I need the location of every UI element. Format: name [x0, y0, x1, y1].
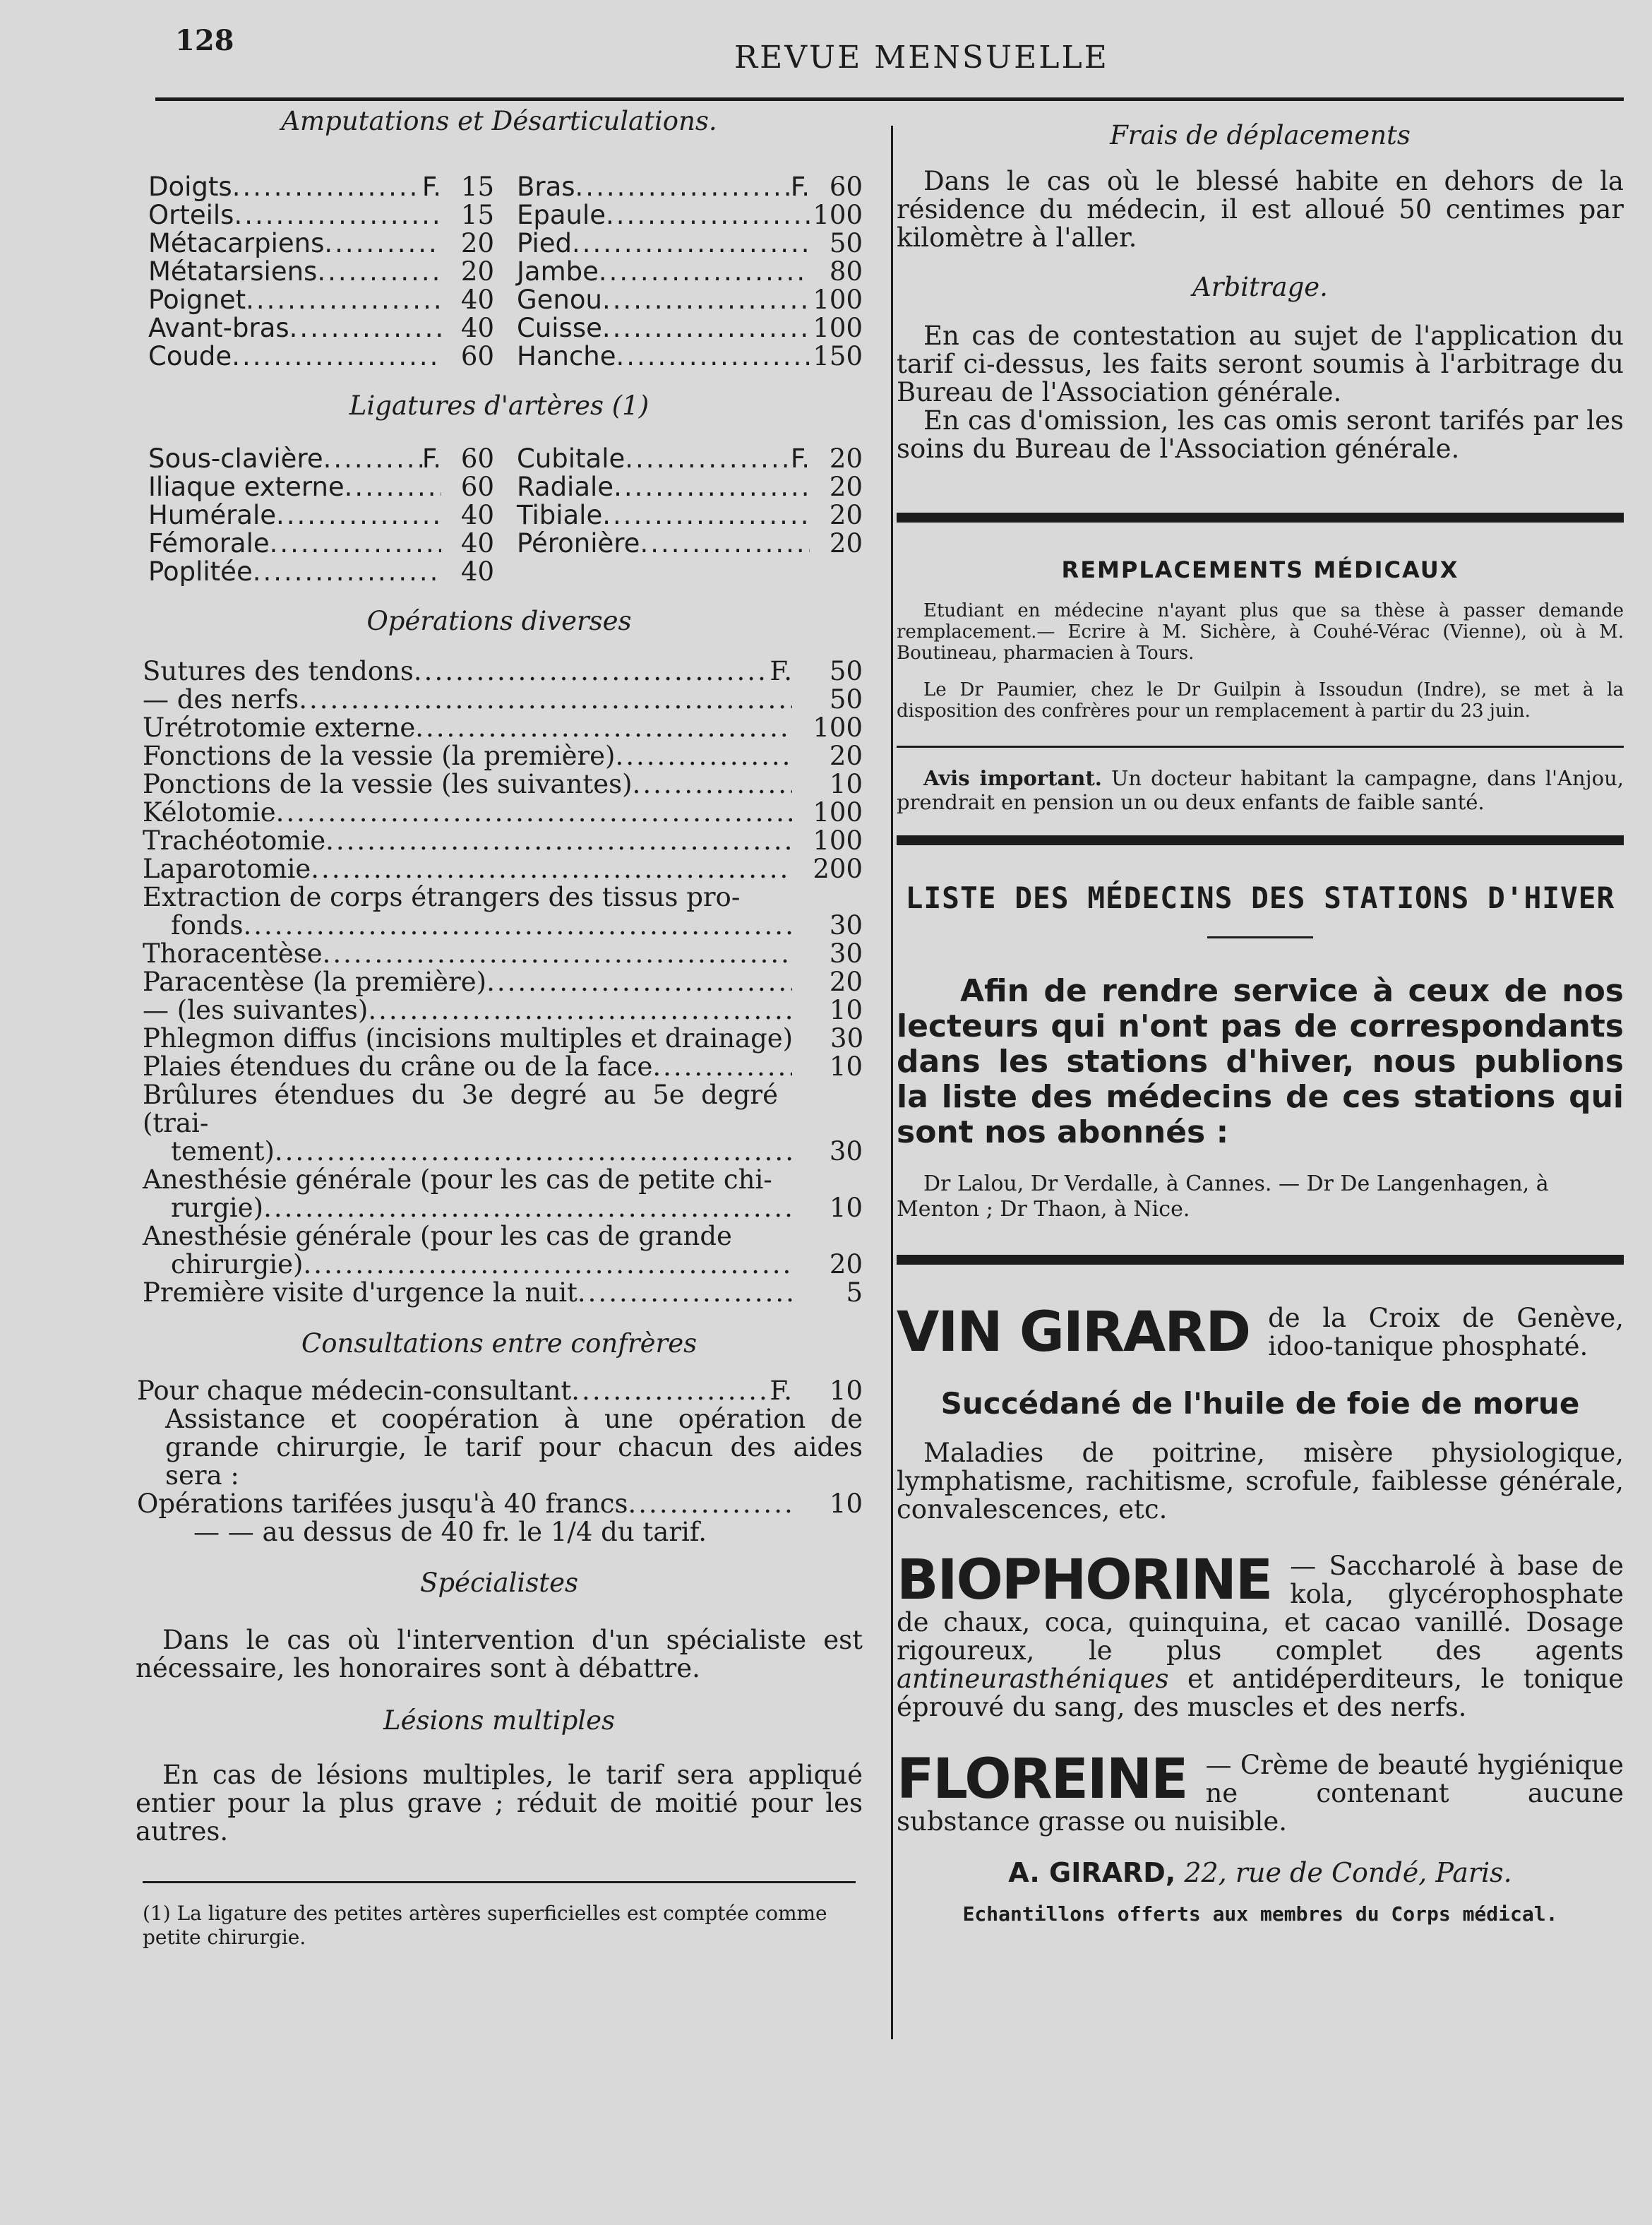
remplacement-notice-2: Le Dr Paumier, chez le Dr Guilpin à Issoudun (Indre), se met à la disposition des confrères pour un remplacement à partir du 23 juin. [897, 679, 1624, 722]
footnote: (1) La ligature des petites artères superficielles est comptée comme petite chirurgie. [143, 1902, 827, 1949]
biophorine-text: — Saccharolé à base de kola, glycérophosphate de chaux, coca, quinquina, et cacao vanillé. Dosage rigoureux, le plus complet des agents antineurasthéniques et antidéperditeurs, le tonique éprouvé du sang, des muscles et des nerfs. [897, 1551, 1624, 1722]
avis-notice [897, 766, 1624, 814]
operation-value: 200 [813, 854, 863, 884]
operation-label: chirurgie) [171, 1249, 304, 1279]
vin-girard-text: de la Croix de Genève, idoo-tanique phosphaté. [1268, 1303, 1624, 1361]
operation-label: Première visite d'urgence la nuit [143, 1277, 577, 1308]
amputation-value: 15 [460, 200, 494, 230]
floreine-ad [897, 1748, 1624, 1837]
floreine-text: — Crème de beauté hygiénique ne contenant aucune substance grasse ou nuisible. [897, 1750, 1624, 1837]
amputation-value: 15 [460, 172, 494, 202]
separator-thick-3 [897, 1255, 1624, 1265]
girard-street: 22, rue de Condé, Paris. [1175, 1857, 1512, 1888]
amputation-row [517, 173, 863, 201]
operation-row [143, 940, 863, 968]
ligature-label: Sous-clavière [148, 443, 323, 474]
operation-row [143, 1025, 863, 1053]
left-column [136, 106, 863, 1950]
amputation-label: Jambe [517, 256, 599, 287]
operation-value: 10 [829, 1051, 863, 1082]
ligature-unit: F. [421, 443, 441, 474]
amputation-label: Métatarsiens [148, 256, 318, 287]
amputation-label: Genou [517, 285, 602, 315]
amputation-value: 60 [460, 341, 494, 371]
page-number: 128 [175, 24, 234, 57]
operation-value: 10 [829, 1193, 863, 1223]
liste-intro: Afin de rendre service à ceux de nos lecteurs qui n'ont pas de correspondants dans les stations d'hiver, nous publions la liste des médecins de ces stations qui sont nos abonnés : [897, 973, 1624, 1150]
operations-40-label: Opérations tarifées jusqu'à 40 francs [137, 1489, 628, 1519]
amputation-row [148, 342, 494, 371]
amputation-label: Métacarpiens [148, 228, 325, 258]
amputation-row [517, 201, 863, 229]
ligature-value: 40 [460, 528, 494, 559]
amputation-label: Bras [517, 172, 575, 202]
ligature-label: Cubitale [517, 443, 626, 474]
consultant-row [137, 1377, 863, 1405]
operation-row [143, 714, 863, 742]
ligature-row [148, 530, 494, 558]
ligature-row [148, 473, 494, 501]
operation-label-start: Anesthésie générale (pour les cas de petite chi- [143, 1164, 772, 1195]
amputation-unit: F. [421, 172, 441, 202]
operation-row [143, 770, 863, 799]
lesions-text: En cas de lésions multiples, le tarif sera appliqué entier pour la plus grave ; réduit de moitié pour les autres. [136, 1760, 863, 1847]
operation-label: — des nerfs [143, 684, 299, 715]
ligature-value: 20 [829, 500, 863, 530]
amputation-label: Epaule [517, 200, 606, 230]
operation-value: 50 [829, 656, 863, 686]
amputation-row [148, 173, 494, 201]
operation-row [143, 1194, 863, 1222]
ligatures-col2 [517, 445, 863, 586]
amputation-label: Orteils [148, 200, 234, 230]
ligature-label: Péronière [517, 528, 640, 559]
amputation-value: 50 [829, 228, 863, 258]
ligature-row [517, 530, 863, 558]
arbitrage-heading: Arbitrage. [1192, 272, 1328, 302]
operations-40-value: 10 [829, 1489, 863, 1519]
ligature-row [517, 501, 863, 530]
operation-value: 30 [830, 1023, 864, 1054]
operation-value: 5 [846, 1277, 863, 1308]
operation-row [143, 1279, 863, 1307]
specialistes-heading: Spécialistes [420, 1568, 578, 1598]
frais-heading: Frais de déplacements [1110, 120, 1411, 150]
operation-label-start: Extraction de corps étrangers des tissus pro- [143, 882, 741, 912]
ligature-label: Iliaque externe [148, 472, 345, 502]
amputation-label: Poignet [148, 285, 246, 315]
remplacements-heading: REMPLACEMENTS MÉDICAUX [1061, 556, 1459, 583]
operation-label: Urétrotomie externe [143, 712, 416, 743]
floreine-brand: FLOREINE [897, 1748, 1187, 1811]
operation-value: 100 [813, 797, 863, 828]
amputation-value: 80 [829, 256, 863, 287]
operation-row [143, 1251, 863, 1279]
operation-row [143, 1053, 863, 1081]
amputation-row [517, 314, 863, 342]
operation-row [143, 996, 863, 1025]
operation-value: 20 [829, 967, 863, 997]
column-divider [891, 126, 893, 2039]
amputation-value: 20 [460, 228, 494, 258]
liste-short-rule [1207, 936, 1313, 938]
ligature-value: 60 [460, 472, 494, 502]
amputation-value: 150 [813, 341, 863, 371]
amputation-value: 100 [813, 285, 863, 315]
amputations-table [148, 173, 863, 371]
ligature-label: Humérale [148, 500, 277, 530]
amputation-value: 100 [813, 200, 863, 230]
biophorine-ad [897, 1549, 1624, 1722]
consultant-value: 10 [829, 1376, 863, 1406]
operation-label-start: Anesthésie générale (pour les cas de grande [143, 1221, 732, 1251]
operations-list [143, 657, 863, 1307]
operation-label: — (les suivantes) [143, 995, 369, 1025]
amputation-row [148, 286, 494, 314]
operation-label: fonds [171, 910, 244, 941]
amputation-row [517, 342, 863, 371]
operation-value: 10 [829, 995, 863, 1025]
liste-names: Dr Lalou, Dr Verdalle, à Cannes. — Dr De Langenhagen, à Menton ; Dr Thaon, à Nice. [897, 1171, 1549, 1222]
consultant-unit: F. [770, 1376, 792, 1406]
header-rule [155, 97, 1624, 101]
operation-unit: F. [770, 656, 792, 686]
operation-label: Kélotomie [143, 797, 276, 828]
ligature-row [517, 473, 863, 501]
ligature-label: Fémorale [148, 528, 270, 559]
amputation-value: 40 [460, 285, 494, 315]
operation-row [143, 1138, 863, 1166]
amputation-value: 40 [460, 313, 494, 343]
amputations-col2 [517, 173, 863, 371]
ligature-value: 20 [829, 528, 863, 559]
operation-label: Phlegmon diffus (incisions multiples et drainage) [143, 1023, 794, 1054]
amputation-label: Pied [517, 228, 573, 258]
ligature-row [148, 445, 494, 473]
operation-label: Plaies étendues du crâne ou de la face [143, 1051, 653, 1082]
assistance-text: Assistance et coopération à une opération de grande chirurgie, le tarif pour chacun des aides sera : [165, 1404, 863, 1491]
vin-girard-body: Maladies de poitrine, misère physiologique, lymphatisme, rachitisme, scrofule, faiblesse générale, convalescences, etc. [897, 1438, 1624, 1525]
footnote-rule [143, 1881, 856, 1883]
separator-thick-2 [897, 835, 1624, 845]
amputation-label: Doigts [148, 172, 232, 202]
ligature-row [148, 501, 494, 530]
consultations-block [137, 1377, 863, 1546]
amputations-col1 [148, 173, 494, 371]
operation-label: Laparotomie [143, 854, 311, 884]
ligatures-table [148, 445, 863, 586]
arbitrage-text-2: En cas d'omission, les cas omis seront tarifés par les soins du Bureau de l'Association générale. [897, 405, 1624, 464]
operation-row [143, 742, 863, 770]
ligature-row [517, 445, 863, 473]
vin-girard-subtitle: Succédané de l'huile de foie de morue [940, 1386, 1580, 1421]
operations-over-40: — — au dessus de 40 fr. le 1/4 du tarif. [193, 1517, 707, 1547]
ligature-label: Tibiale [517, 500, 603, 530]
avis-lead: Avis important. [923, 766, 1102, 790]
amputation-row [517, 258, 863, 286]
amputation-value: 60 [829, 172, 863, 202]
girard-address [897, 1857, 1624, 1888]
ligature-label: Radiale [517, 472, 614, 502]
amputation-label: Coude [148, 341, 232, 371]
journal-title: REVUE MENSUELLE [734, 40, 1109, 76]
operation-value: 20 [829, 1249, 863, 1279]
operation-row [143, 686, 863, 714]
operation-row [143, 657, 863, 686]
amputation-label: Avant-bras [148, 313, 289, 343]
operation-value: 50 [829, 684, 863, 715]
operation-value: 30 [829, 910, 863, 941]
operation-value: 30 [829, 1136, 863, 1167]
ligature-label: Poplitée [148, 556, 253, 587]
vin-girard-ad [897, 1301, 1624, 1525]
amputation-value: 20 [460, 256, 494, 287]
ligatures-heading: Ligatures d'artères (1) [349, 390, 650, 421]
amputation-label: Hanche [517, 341, 616, 371]
amputation-row [148, 314, 494, 342]
operation-row [143, 968, 863, 996]
ligature-unit: F. [790, 443, 810, 474]
consultant-label: Pour chaque médecin-consultant [137, 1376, 572, 1406]
operation-label: tement) [171, 1136, 275, 1167]
amputation-value: 100 [813, 313, 863, 343]
operation-row [143, 799, 863, 827]
operation-label-start: Brûlures étendues du 3e degré au 5e degré (trai- [143, 1080, 778, 1138]
ligature-value: 20 [829, 443, 863, 474]
ligature-value: 20 [829, 472, 863, 502]
operation-label: Thoracentèse [143, 938, 323, 969]
amputation-row [517, 286, 863, 314]
ligature-row [148, 558, 494, 586]
operation-label: Fonctions de la vessie (la première) [143, 741, 616, 771]
operation-value: 10 [829, 769, 863, 799]
separator-thick-1 [897, 513, 1624, 523]
operations-40-row [137, 1490, 863, 1518]
specialistes-text: Dans le cas où l'intervention d'un spécialiste est nécessaire, les honoraires sont à débattre. [136, 1625, 863, 1683]
operation-value: 30 [829, 938, 863, 969]
operation-value: 20 [829, 741, 863, 771]
operation-label: Trachéotomie [143, 825, 326, 856]
operations-heading: Opérations diverses [366, 606, 632, 636]
operation-row [143, 855, 863, 883]
ligature-value: 60 [460, 443, 494, 474]
operation-row [143, 827, 863, 855]
amputation-unit: F. [790, 172, 810, 202]
amputation-label: Cuisse [517, 313, 602, 343]
biophorine-brand: BIOPHORINE [897, 1549, 1272, 1612]
operation-label: Ponctions de la vessie (les suivantes) [143, 769, 633, 799]
consultations-heading: Consultations entre confrères [301, 1328, 698, 1359]
amputation-row [517, 229, 863, 258]
liste-heading: LISTE DES MÉDECINS DES STATIONS D'HIVER [905, 881, 1615, 915]
lesions-heading: Lésions multiples [383, 1705, 615, 1736]
girard-name: A. GIRARD, [1008, 1857, 1176, 1888]
amputation-row [148, 229, 494, 258]
ligature-value: 40 [460, 556, 494, 587]
avis-text: Un docteur habitant la campagne, dans l'Anjou, prendrait en pension un ou deux enfants de faible santé. [897, 766, 1624, 814]
operation-row [143, 912, 863, 940]
amputation-row [148, 258, 494, 286]
vin-girard-brand: VIN GIRARD [897, 1301, 1250, 1364]
operation-value: 100 [813, 712, 863, 743]
frais-text: Dans le cas où le blessé habite en dehors de la résidence du médecin, il est alloué 50 centimes par kilomètre à l'aller. [897, 166, 1624, 253]
separator-thin [897, 746, 1624, 748]
operation-value: 100 [813, 825, 863, 856]
ligatures-col1 [148, 445, 494, 586]
operation-label: Paracentèse (la première) [143, 967, 487, 997]
operation-label: rurgie) [171, 1193, 264, 1223]
amputation-row [148, 201, 494, 229]
right-column [897, 120, 1624, 1926]
remplacement-notice-1: Etudiant en médecine n'ayant plus que sa thèse à passer demande remplacement.— Ecrire à M. Sichère, à Couhé-Vérac (Vienne), où à M. Boutineau, pharmacien à Tours. [897, 600, 1624, 664]
operation-label: Sutures des tendons [143, 656, 414, 686]
ligature-value: 40 [460, 500, 494, 530]
amputations-heading: Amputations et Désarticulations. [281, 106, 717, 136]
arbitrage-text-1: En cas de contestation au sujet de l'application du tarif ci-dessus, les faits seront soumis à l'arbitrage du Bureau de l'Association générale. [897, 321, 1624, 407]
samples-note: Echantillons offerts aux membres du Corps médical. [962, 1902, 1558, 1926]
